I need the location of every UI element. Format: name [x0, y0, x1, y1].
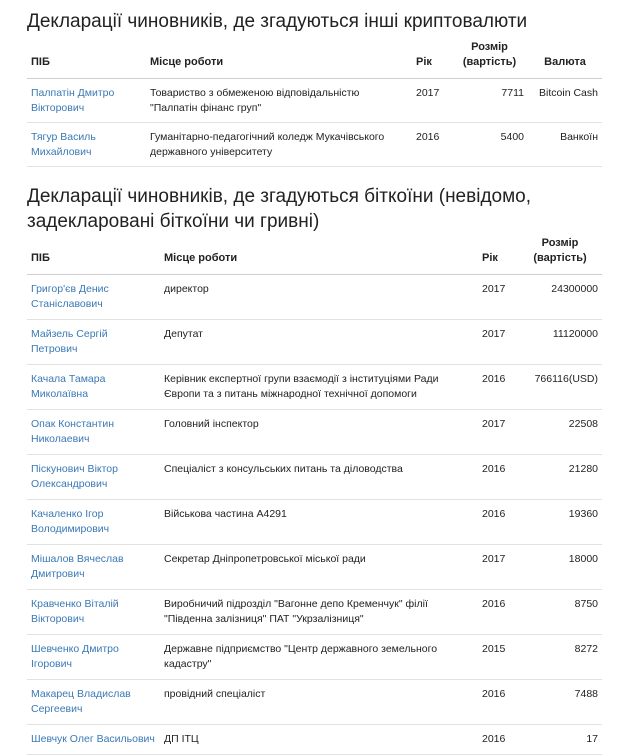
year-cell: 2016	[478, 725, 518, 755]
year-cell: 2016	[478, 455, 518, 500]
workplace-cell: провідний спеціаліст	[160, 680, 478, 725]
table-row	[27, 590, 602, 635]
column-header-year: Рік	[478, 236, 518, 275]
other-crypto-table	[27, 40, 602, 167]
section-title-bitcoin: Декларації чиновників, де згадуються біткоїни (невідомо, задекларовані біткоїни чи гривні)	[27, 186, 532, 232]
amount-cell: 8272	[518, 635, 602, 680]
person-name-link[interactable]: Качала Тамара Миколаївна	[27, 365, 160, 410]
amount-cell: 11120000	[518, 320, 602, 365]
year-cell: 2017	[478, 275, 518, 320]
person-name-link[interactable]: Шевчук Олег Васильович	[27, 725, 160, 755]
person-name-link[interactable]: Опак Константин Николаевич	[27, 410, 160, 455]
table-header-row	[27, 40, 602, 79]
year-cell: 2015	[478, 635, 518, 680]
amount-cell: 19360	[518, 500, 602, 545]
person-name-link[interactable]: Піскунович Віктор Олександрович	[27, 455, 160, 500]
workplace-cell: Депутат	[160, 320, 478, 365]
person-name-link[interactable]: Григор'єв Денис Станіславович	[27, 275, 160, 320]
year-cell: 2017	[412, 79, 451, 123]
workplace-cell: Державне підприємство "Центр державного земельного кадастру"	[160, 635, 478, 680]
column-header-currency: Валюта	[528, 40, 602, 79]
bitcoin-table	[27, 236, 602, 755]
year-cell: 2017	[478, 545, 518, 590]
amount-cell: 24300000	[518, 275, 602, 320]
amount-cell: 17	[518, 725, 602, 755]
column-header-amount: Розмір (вартість)	[451, 40, 528, 79]
table-row	[27, 725, 602, 755]
amount-cell: 766116(USD)	[518, 365, 602, 410]
table-row	[27, 455, 602, 500]
column-header-place: Місце роботи	[146, 40, 412, 79]
year-cell: 2017	[478, 320, 518, 365]
column-header-amount: Розмір (вартість)	[518, 236, 602, 275]
person-name-link[interactable]: Майзель Сергій Петрович	[27, 320, 160, 365]
year-cell: 2016	[478, 365, 518, 410]
workplace-cell: Гуманітарно-педагогічний коледж Мукачівського державного університету	[146, 123, 412, 167]
table-row	[27, 365, 602, 410]
amount-cell: 7711	[451, 79, 528, 123]
workplace-cell: ДП ІТЦ	[160, 725, 478, 755]
column-header-name: ПІБ	[27, 40, 146, 79]
year-cell: 2017	[478, 410, 518, 455]
table-row	[27, 320, 602, 365]
currency-cell: Ванкоїн	[528, 123, 602, 167]
workplace-cell: Секретар Дніпропетровської міської ради	[160, 545, 478, 590]
table-row	[27, 123, 602, 167]
column-header-year: Рік	[412, 40, 451, 79]
person-name-link[interactable]: Тягур Василь Михайлович	[27, 123, 146, 167]
table-row	[27, 79, 602, 123]
workplace-cell: Спеціаліст з консульських питань та діловодства	[160, 455, 478, 500]
table-header-row	[27, 236, 602, 275]
person-name-link[interactable]: Палпатін Дмитро Вікторович	[27, 79, 146, 123]
table-row	[27, 500, 602, 545]
person-name-link[interactable]: Макарец Владислав Сергеевич	[27, 680, 160, 725]
year-cell: 2016	[478, 680, 518, 725]
amount-cell: 21280	[518, 455, 602, 500]
year-cell: 2016	[478, 590, 518, 635]
workplace-cell: директор	[160, 275, 478, 320]
amount-cell: 8750	[518, 590, 602, 635]
year-cell: 2016	[478, 500, 518, 545]
table-row	[27, 275, 602, 320]
table-row	[27, 410, 602, 455]
amount-cell: 18000	[518, 545, 602, 590]
workplace-cell: Головний інспектор	[160, 410, 478, 455]
currency-cell: Bitcoin Cash	[528, 79, 602, 123]
workplace-cell: Товариство з обмеженою відповідальністю "Палпатін фінанс груп"	[146, 79, 412, 123]
amount-cell: 5400	[451, 123, 528, 167]
section-title-other-crypto: Декларації чиновників, де згадуються інші криптовалюти	[27, 11, 528, 32]
column-header-name: ПІБ	[27, 236, 160, 275]
table-row	[27, 680, 602, 725]
column-header-place: Місце роботи	[160, 236, 478, 275]
workplace-cell: Військова частина А4291	[160, 500, 478, 545]
table-row	[27, 635, 602, 680]
workplace-cell: Керівник експертної групи взаємодії з інституціями Ради Європи та з питань міжнародної технічної допомоги	[160, 365, 478, 410]
workplace-cell: Виробничий підрозділ "Вагонне депо Кременчук" філії "Південна залізниця" ПАТ "Укрзалізниця"	[160, 590, 478, 635]
person-name-link[interactable]: Мішалов Вячеслав Дмитрович	[27, 545, 160, 590]
amount-cell: 22508	[518, 410, 602, 455]
amount-cell: 7488	[518, 680, 602, 725]
year-cell: 2016	[412, 123, 451, 167]
person-name-link[interactable]: Кравченко Віталій Вікторович	[27, 590, 160, 635]
table-row	[27, 545, 602, 590]
person-name-link[interactable]: Шевченко Дмитро Ігорович	[27, 635, 160, 680]
person-name-link[interactable]: Качаленко Ігор Володимирович	[27, 500, 160, 545]
